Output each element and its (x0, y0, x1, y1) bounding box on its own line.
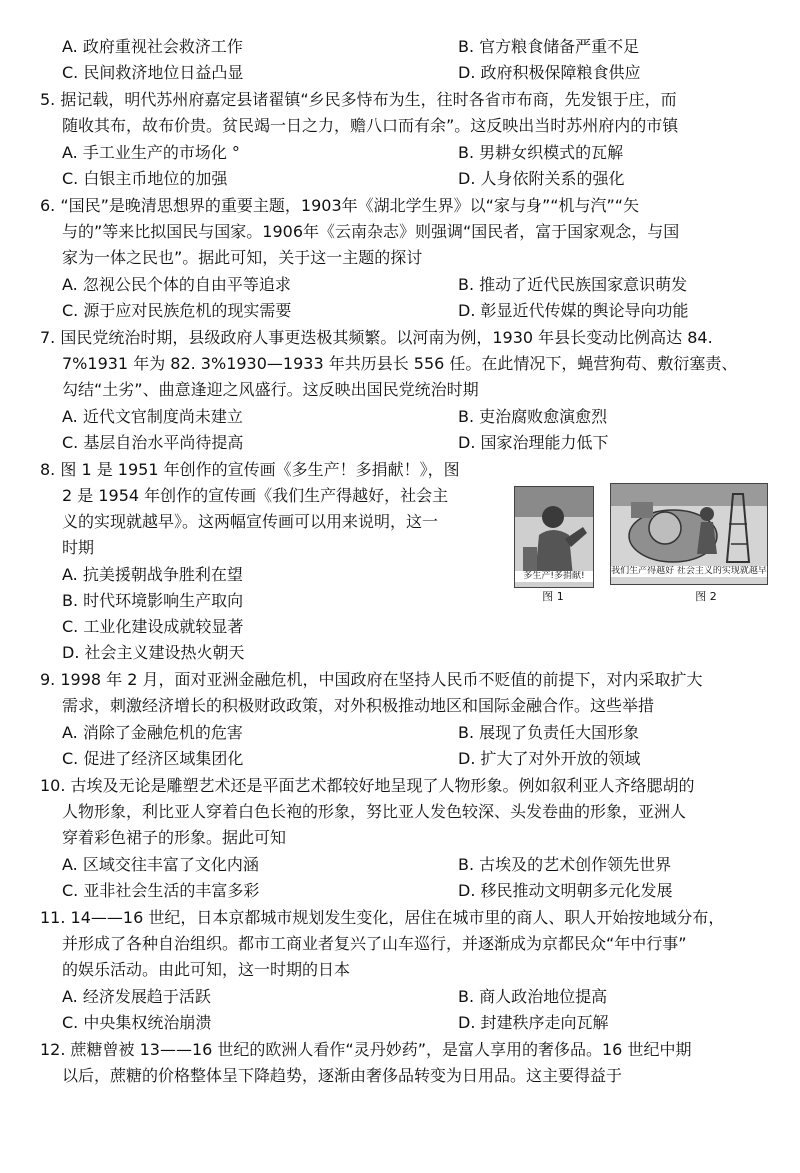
figure-1-poster (514, 486, 594, 588)
q7-stem-line-1: 7. 国民党统治时期，县级政府人事更迭极其频繁。以河南为例，1930 年县长变动比例高达 84. (40, 328, 713, 347)
q11-option-a: A. 经济发展趋于活跃 (62, 987, 211, 1006)
q4-option-a: A. 政府重视社会救济工作 (62, 37, 243, 56)
q7-option-a: A. 近代文官制度尚未建立 (62, 407, 243, 426)
q11-option-b: B. 商人政治地位提高 (458, 987, 608, 1006)
q5-option-a: A. 手工业生产的市场化 ° (62, 143, 240, 162)
q4-option-d: D. 政府积极保障粮食供应 (458, 63, 641, 82)
q11-stem-line-1: 11. 14——16 世纪，日本京都城市规划发生变化，居住在城市里的商人、职人开始按地域分布， (40, 908, 725, 927)
q7-option-c: C. 基层自治水平尚待提高 (62, 433, 244, 452)
q7-stem-line-2: 7%1931 年为 82. 3%1930—1933 年共历县长 556 任。在此情况下，蝇营狗苟、敷衍塞责、 (62, 354, 738, 373)
q11-stem-line-3: 的娱乐活动。由此可知，这一时期的日本 (62, 960, 351, 979)
figure-2-poster (610, 483, 768, 585)
q8-stem-line-1: 8. 图 1 是 1951 年创作的宣传画《多生产！多捐献！》，图 (40, 460, 460, 479)
q4-option-b: B. 官方粮食储备严重不足 (458, 37, 640, 56)
q10-stem-line-3: 穿着彩色裙子的形象。据此可知 (62, 828, 287, 847)
q6-stem-line-3: 家为一体之民也”。据此可知，关于这一主题的探讨 (62, 248, 423, 267)
q5-stem-line-2: 随收其布，故布价贵。贫民竭一日之力，赡八口而有余”。这反映出当时苏州府内的市镇 (62, 116, 679, 135)
q6-option-a: A. 忽视公民个体的自由平等追求 (62, 275, 291, 294)
q9-option-d: D. 扩大了对外开放的领域 (458, 749, 641, 768)
q10-stem-line-2: 人物形象，利比亚人穿着白色长袍的形象，努比亚人发色较深、头发卷曲的形象，亚洲人 (62, 802, 687, 821)
figure-2-caption: 图 2 (695, 590, 717, 603)
q11-option-d: D. 封建秩序走向瓦解 (458, 1013, 609, 1032)
figure-1-caption: 图 1 (542, 590, 564, 603)
q11-option-c: C. 中央集权统治崩溃 (62, 1013, 212, 1032)
q5-stem-line-1: 5. 据记载，明代苏州府嘉定县诸翟镇“乡民多恃布为生，往时各省市布商，先发银于庄，而 (40, 90, 677, 109)
q12-stem-line-2: 以后，蔗糖的价格整体呈下降趋势，逐渐由奢侈品转变为日用品。这主要得益于 (62, 1066, 623, 1085)
q5-option-c: C. 白银主币地位的加强 (62, 169, 228, 188)
q9-stem-line-2: 需求，刺激经济增长的积极财政政策，对外积极推动地区和国际金融合作。这些举措 (62, 696, 655, 715)
q8-stem-line-2: 2 是 1954 年创作的宣传画《我们生产得越好，社会主 (62, 486, 449, 505)
q12-stem-line-1: 12. 蔗糖曾被 13——16 世纪的欧洲人看作“灵丹妙药”，是富人享用的奢侈品。16 世纪中期 (40, 1040, 692, 1059)
q5-option-b: B. 男耕女织模式的瓦解 (458, 143, 624, 162)
q4-option-c: C. 民间救济地位日益凸显 (62, 63, 244, 82)
q7-option-b: B. 吏治腐败愈演愈烈 (458, 407, 608, 426)
q11-stem-line-2: 并形成了各种自治组织。都市工商业者复兴了山车巡行，并逐渐成为京都民众“年中行事” (62, 934, 687, 953)
q6-option-d: D. 彰显近代传媒的舆论导向功能 (458, 301, 689, 320)
figure-1-poster-text: 多生产!多捐献! (515, 571, 593, 582)
q9-stem-line-1: 9. 1998 年 2 月，面对亚洲金融危机，中国政府在坚持人民币不贬值的前提下，对内采取扩大 (40, 670, 703, 689)
q8-option-d: D. 社会主义建设热火朝天 (62, 643, 245, 662)
q8-stem-line-3: 义的实现就越早》。这两幅宣传画可以用来说明，这一 (62, 512, 439, 531)
q10-option-b: B. 古埃及的艺术创作领先世界 (458, 855, 672, 874)
q5-option-d: D. 人身依附关系的强化 (458, 169, 625, 188)
q6-option-b: B. 推动了近代民族国家意识萌发 (458, 275, 688, 294)
q9-option-c: C. 促进了经济区域集团化 (62, 749, 244, 768)
q6-option-c: C. 源于应对民族危机的现实需要 (62, 301, 292, 320)
q9-option-b: B. 展现了负责任大国形象 (458, 723, 640, 742)
figure-2-poster-text: 我们生产得越好 社会主义的实现就越早 (611, 566, 767, 576)
q6-stem-line-1: 6. “国民”是晚清思想界的重要主题，1903年《湖北学生界》以“家与身”“机与汽”“矢 (40, 196, 640, 215)
q9-option-a: A. 消除了金融危机的危害 (62, 723, 243, 742)
q10-option-d: D. 移民推动文明朝多元化发展 (458, 881, 673, 900)
q10-option-a: A. 区域交往丰富了文化内涵 (62, 855, 259, 874)
q8-option-c: C. 工业化建设成就较显著 (62, 617, 244, 636)
q7-option-d: D. 国家治理能力低下 (458, 433, 609, 452)
q7-stem-line-3: 勾结“土劣”、曲意逢迎之风盛行。这反映出国民党统治时期 (62, 380, 479, 399)
q8-stem-line-4: 时期 (62, 538, 95, 557)
q10-stem-line-1: 10. 古埃及无论是雕塑艺术还是平面艺术都较好地呈现了人物形象。例如叙利亚人齐络腮胡的 (40, 776, 695, 795)
q10-option-c: C. 亚非社会生活的丰富多彩 (62, 881, 260, 900)
q8-option-b: B. 时代环境影响生产取向 (62, 591, 244, 610)
q8-option-a: A. 抗美援朝战争胜利在望 (62, 565, 243, 584)
q6-stem-line-2: 与的”等来比拟国民与国家。1906年《云南杂志》则强调“国民者，富于国家观念，与国 (62, 222, 680, 241)
